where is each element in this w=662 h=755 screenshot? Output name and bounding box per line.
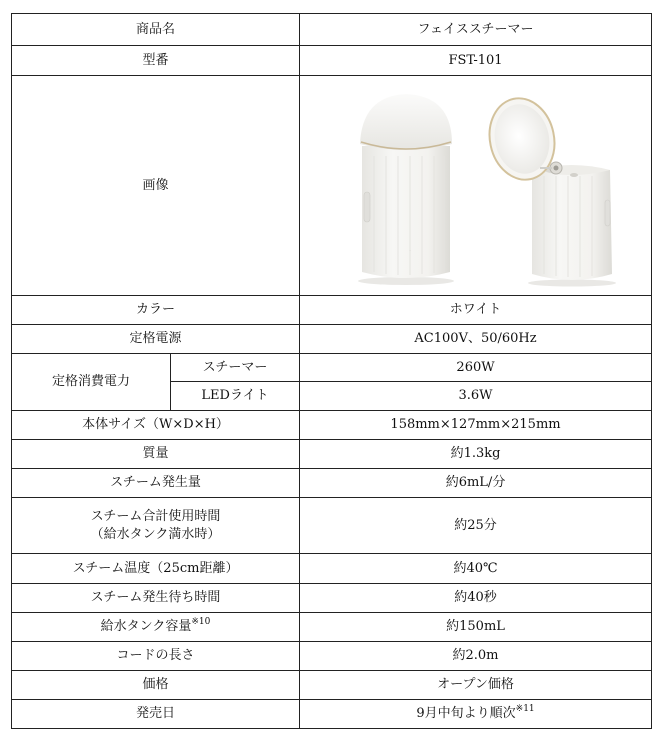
- spec-table: [11, 13, 652, 729]
- value-led: 3.6W: [300, 382, 652, 411]
- label-power-source: 定格電源: [12, 325, 300, 354]
- steamer-closed: [358, 94, 454, 285]
- value-power-source: AC100V、50/60Hz: [300, 325, 652, 354]
- row-color: [12, 296, 652, 325]
- row-cord: [12, 642, 652, 671]
- label-model: 型番: [12, 46, 300, 76]
- label-mass: 質量: [12, 440, 300, 469]
- value-release: 9月中旬より順次: [416, 706, 516, 721]
- value-tank: 約150mL: [300, 613, 652, 642]
- value-mass: 約1.3kg: [300, 440, 652, 469]
- label-steam-time-line1: スチーム合計使用時間: [90, 508, 221, 524]
- steamer-open: [482, 92, 616, 286]
- value-steamer: 260W: [300, 354, 652, 382]
- value-steam-temp: 約40℃: [300, 554, 652, 584]
- label-release: 発売日: [12, 700, 300, 729]
- label-steam-amount: スチーム発生量: [12, 469, 300, 498]
- label-color: カラー: [12, 296, 300, 325]
- value-steam-time: 約25分: [300, 498, 652, 554]
- label-steam-time: [12, 498, 300, 554]
- row-power-source: [12, 325, 652, 354]
- label-steam-temp: スチーム温度（25cm距離）: [12, 554, 300, 584]
- row-power-steamer: [12, 354, 652, 382]
- label-price: 価格: [12, 671, 300, 700]
- value-wait-time: 約40秒: [300, 584, 652, 613]
- note-release: ※11: [515, 704, 535, 714]
- note-tank: ※10: [191, 617, 211, 627]
- row-steam-temp: [12, 554, 652, 584]
- label-wait-time: スチーム発生待ち時間: [12, 584, 300, 613]
- value-release-cell: [300, 700, 652, 729]
- label-tank-cell: [12, 613, 300, 642]
- row-steam-time: [12, 498, 652, 554]
- row-product-name: [12, 14, 652, 46]
- label-product-name: 商品名: [12, 14, 300, 46]
- value-color: ホワイト: [300, 296, 652, 325]
- row-image: [12, 76, 652, 296]
- label-power-consumption: 定格消費電力: [12, 354, 171, 411]
- row-release: [12, 700, 652, 729]
- product-image-cell: [300, 76, 652, 296]
- label-led: LEDライト: [171, 382, 300, 411]
- label-size: 本体サイズ（W×D×H）: [12, 411, 300, 440]
- row-tank: [12, 613, 652, 642]
- value-size: 158mm×127mm×215mm: [300, 411, 652, 440]
- svg-text:·: ·: [409, 248, 411, 253]
- row-price: [12, 671, 652, 700]
- row-mass: [12, 440, 652, 469]
- value-product-name: フェイススチーマー: [300, 14, 652, 46]
- row-steam-amount: [12, 469, 652, 498]
- product-image: [300, 76, 652, 294]
- value-model: FST-101: [300, 46, 652, 76]
- row-model: [12, 46, 652, 76]
- row-size: [12, 411, 652, 440]
- row-wait-time: [12, 584, 652, 613]
- label-steamer: スチーマー: [171, 354, 300, 382]
- label-cord: コードの長さ: [12, 642, 300, 671]
- value-cord: 約2.0m: [300, 642, 652, 671]
- label-image: 画像: [12, 76, 300, 296]
- value-steam-amount: 約6mL/分: [300, 469, 652, 498]
- label-tank: 給水タンク容量: [100, 619, 192, 634]
- value-price: オープン価格: [300, 671, 652, 700]
- label-steam-time-line2: （給水タンク満水時）: [90, 526, 221, 542]
